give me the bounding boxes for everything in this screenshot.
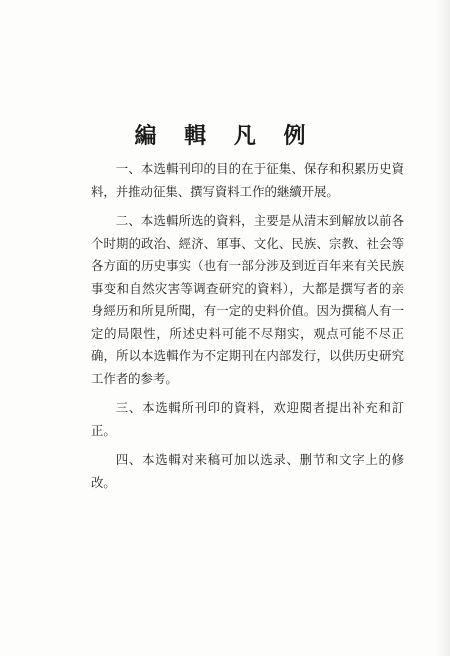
scan-edge-shadow	[436, 0, 450, 656]
editorial-notes-body	[91, 158, 404, 501]
paragraph-1: 一、本选輯刊印的目的在于征集、保存和积累历史資料，并推动征集、撰写資料工作的継續开展。	[91, 161, 404, 199]
paragraph-2: 二、本选輯所选的資料，主要是从清末到解放以前各个时期的政治、經济、軍事、文化、民族、宗教、社会等各方面的历史事实（也有一部分涉及到近百年来有关民族事变和自然灾害等调查研究的資料），大都是撰写者的亲身經历和所見所聞，有一定的史料价值。因为撰稿人有一定的局限性，所述史料可能不尽翔实，观点可能不尽正确，所以本选輯作为不定期刊在内部发行，以供历史研究工作者的参考。	[91, 213, 404, 386]
paragraph-4: 四、本选輯对来稿可加以选录、删节和文字上的修改。	[91, 452, 404, 490]
page-title: 編 輯 凡 例	[134, 123, 316, 149]
paragraph-3: 三、本选輯所刊印的資料，欢迎閱者提出补充和訂正。	[91, 400, 404, 438]
